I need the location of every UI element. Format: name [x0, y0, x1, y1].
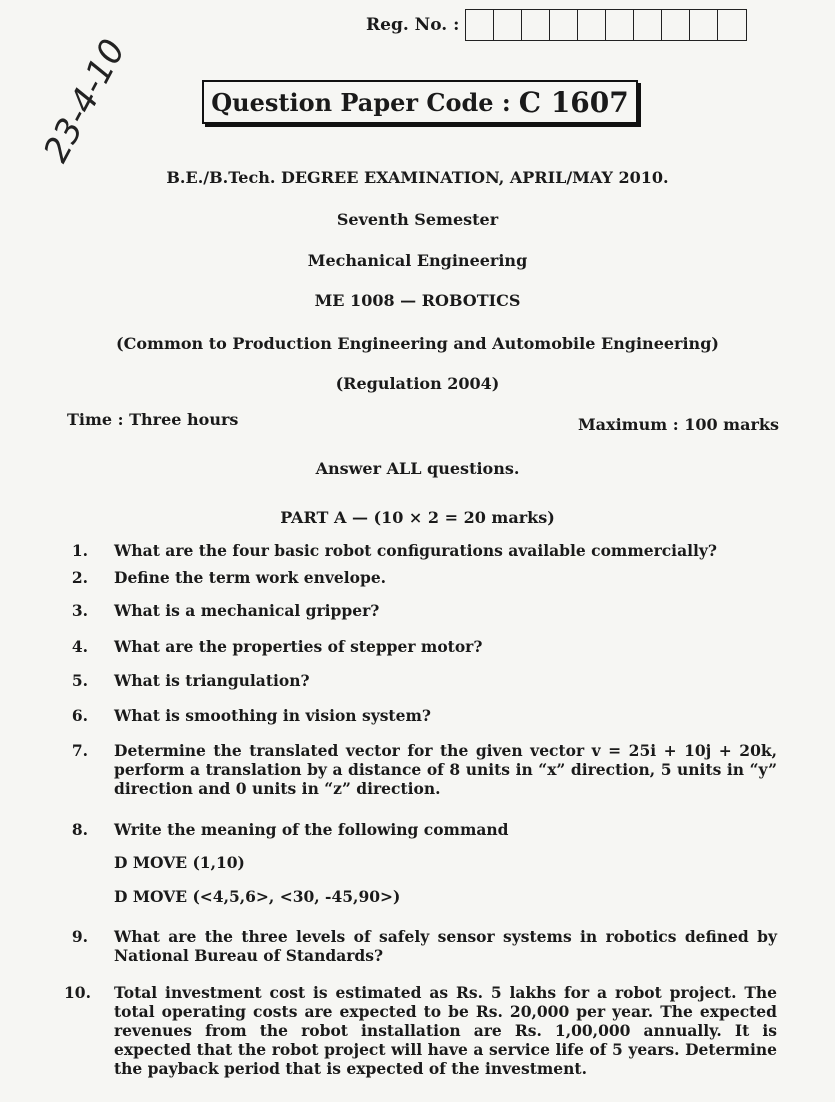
course-title: ME 1008 — ROBOTICS — [314, 291, 521, 310]
question-number: 6. — [71, 706, 88, 725]
question-text: What are the properties of stepper motor? — [114, 637, 483, 656]
question-text: Define the term work envelope. — [114, 568, 387, 587]
reg-no-box — [662, 10, 690, 40]
reg-no-box — [578, 10, 606, 40]
question-text: What are the four basic robot configurations available commercially? — [114, 541, 717, 560]
reg-no-field — [366, 8, 747, 42]
time-allowed: Time : Three hours — [67, 410, 239, 429]
reg-no-box — [718, 10, 746, 40]
paper-code-label: Question Paper Code : — [211, 87, 511, 117]
reg-no-box — [494, 10, 522, 40]
question-paper-code-box — [202, 80, 638, 124]
reg-no-box — [690, 10, 718, 40]
semester: Seventh Semester — [336, 210, 499, 229]
question-number: 5. — [71, 671, 88, 690]
reg-no-box — [522, 10, 550, 40]
question-text: Determine the translated vector for the given vector v = 25i + 10j + 20k, perform a translation by a distance of 8 units in “x” direction, 5 units in “y” direction and 0 units in “z” direction. — [114, 741, 777, 798]
question-text: What is triangulation? — [114, 671, 310, 690]
reg-no-boxes — [465, 9, 747, 41]
question-number: 8. — [71, 820, 88, 839]
question-text: Write the meaning of the following command — [114, 820, 509, 839]
department: Mechanical Engineering — [307, 251, 528, 270]
question-number: 2. — [71, 568, 88, 587]
command-line: D MOVE (<4,5,6>, <30, -45,90>) — [114, 887, 401, 906]
handwritten-date: 23-4-10 — [36, 32, 134, 169]
question-number: 4. — [71, 637, 88, 656]
regulation: (Regulation 2004) — [335, 374, 500, 393]
command-line: D MOVE (1,10) — [114, 853, 245, 872]
question-text: What is smoothing in vision system? — [114, 706, 431, 725]
question-number: 10. — [64, 983, 91, 1002]
part-title: PART A — (10 × 2 = 20 marks) — [280, 508, 555, 527]
question-number: 1. — [71, 541, 88, 560]
maximum-marks: Maximum : 100 marks — [577, 415, 779, 434]
instruction: Answer ALL questions. — [315, 459, 520, 478]
question-number: 3. — [71, 601, 88, 620]
question-number: 9. — [71, 927, 88, 946]
question-text: Total investment cost is estimated as Rs. 5 lakhs for a robot project. The total operating costs are expected to be Rs. 20,000 per year. The expected revenues from the robot installation are Rs. 1,00,000 annually. It is expected that the robot project will have a service life of 5 years. Determine the payback period that is expected of the investment. — [114, 983, 777, 1078]
reg-no-box — [634, 10, 662, 40]
common-to: (Common to Production Engineering and Automobile Engineering) — [116, 334, 719, 353]
reg-no-label: Reg. No. : — [366, 15, 460, 35]
degree-line: B.E./B.Tech. DEGREE EXAMINATION, APRIL/MAY 2010. — [166, 168, 669, 187]
reg-no-box — [606, 10, 634, 40]
question-text: What are the three levels of safely sensor systems in robotics defined by National Bureau of Standards? — [114, 927, 777, 965]
question-number: 7. — [71, 741, 88, 760]
question-text: What is a mechanical gripper? — [114, 601, 380, 620]
reg-no-box — [550, 10, 578, 40]
reg-no-box — [466, 10, 494, 40]
paper-code: C 1607 — [518, 85, 629, 119]
